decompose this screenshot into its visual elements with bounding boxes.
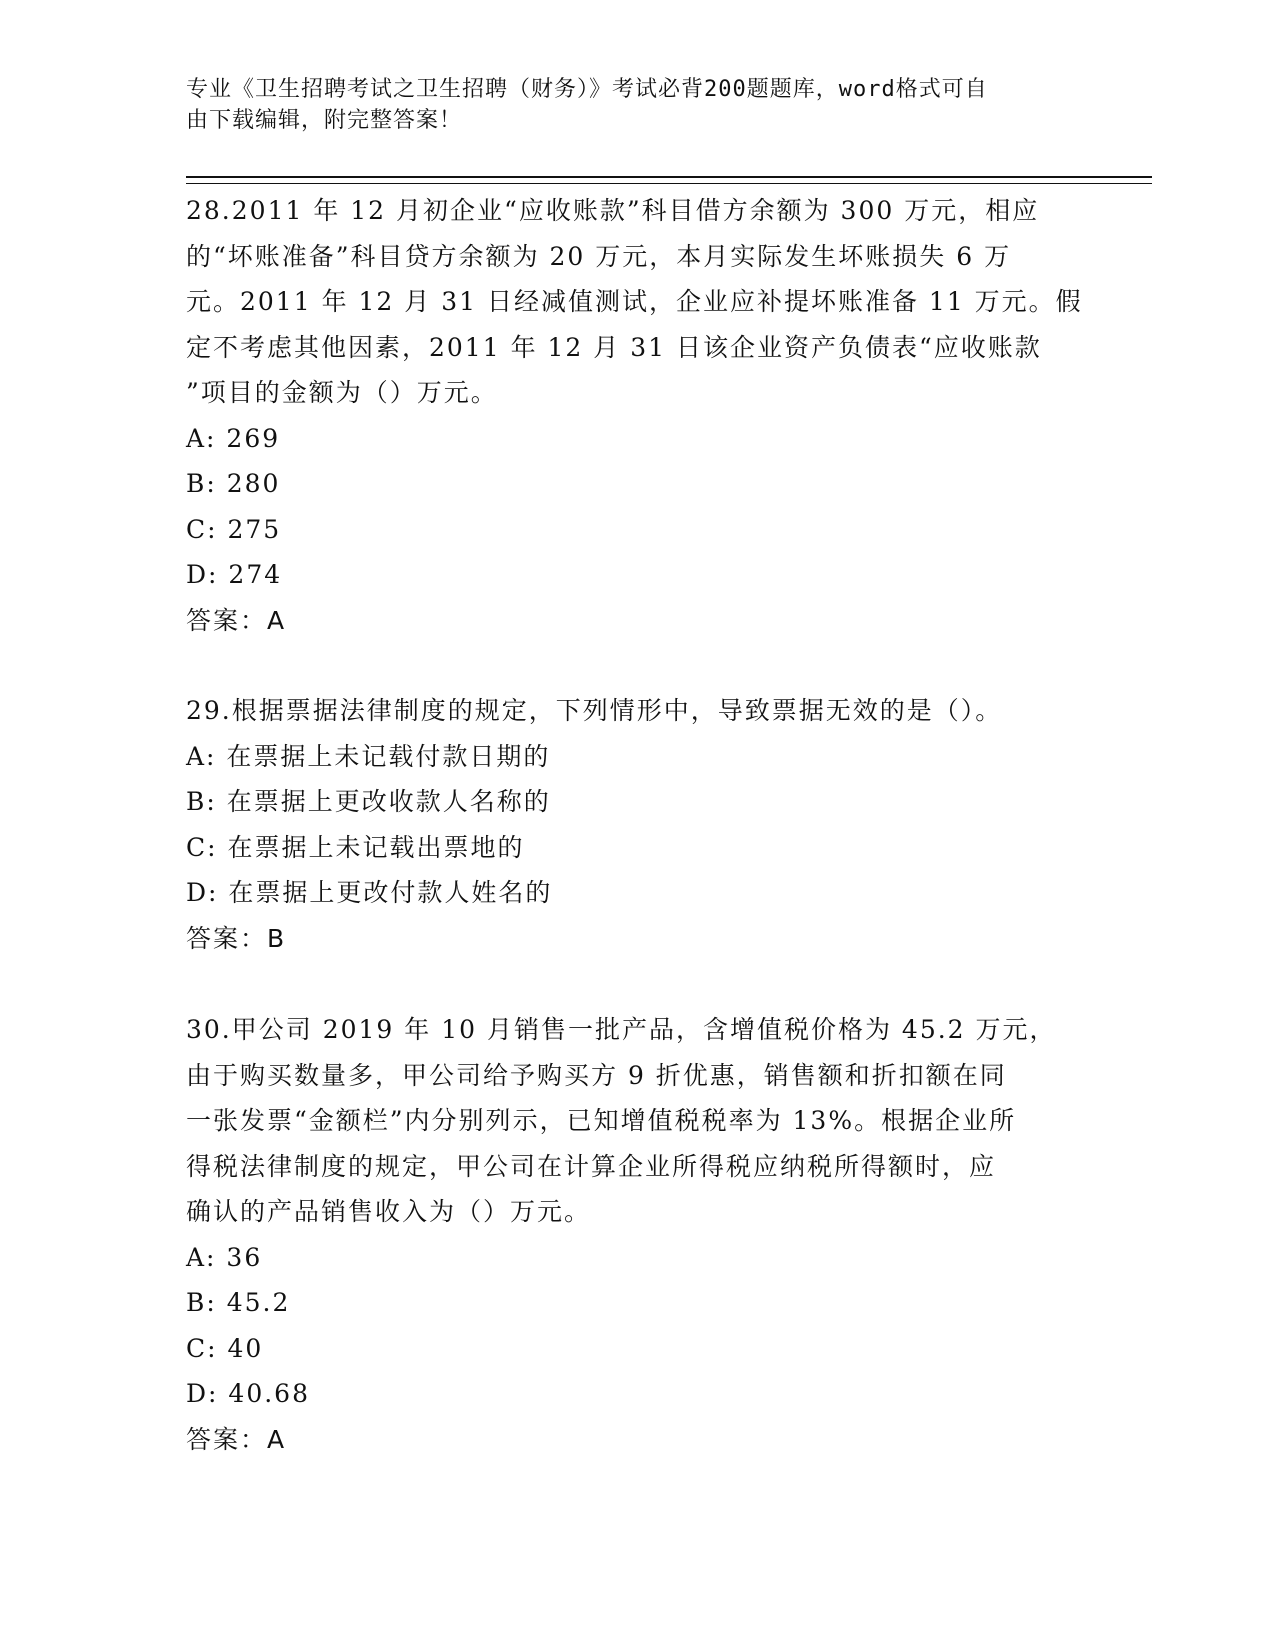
question-30-option-d: D: 40.68 (186, 1379, 310, 1408)
question-30-answer: 答案：A (186, 1424, 287, 1454)
question-30-line-2: 由于购买数量多，甲公司给予购买方 9 折优惠，销售额和折扣额在同 (186, 1060, 1007, 1090)
question-30 (186, 1007, 1086, 1462)
question-29-option-b: B: 在票据上更改收款人名称的 (186, 787, 551, 816)
question-30-option-c: C: 40 (186, 1333, 264, 1363)
question-28-line-2: 的“坏账准备”科目贷方余额为 20 万元，本月实际发生坏账损失 6 万 (186, 241, 1012, 271)
question-29-option-a: A: 在票据上未记载付款日期的 (186, 741, 551, 771)
question-28-option-a: A: 269 (186, 423, 281, 453)
question-28-answer: 答案：A (186, 605, 287, 635)
question-28-option-b: B: 280 (186, 469, 281, 498)
question-28-option-c: C: 275 (186, 514, 282, 544)
header-rule-thick (186, 176, 1152, 178)
question-29-option-c: C: 在票据上未记载出票地的 (186, 832, 525, 862)
question-30-option-b: B: 45.2 (186, 1288, 291, 1317)
question-28-line-4: 定不考虑其他因素，2011 年 12 月 31 日该企业资产负债表“应收账款 (186, 332, 1042, 362)
question-28-line-1: 28.2011 年 12 月初企业“应收账款”科目借方余额为 300 万元，相应 (186, 196, 1040, 225)
question-28-line-3: 元。2011 年 12 月 31 日经减值测试，企业应补提坏账准备 11 万元。假 (186, 287, 1083, 316)
header-line-2: 由下载编辑，附完整答案！ (186, 108, 463, 133)
question-28 (186, 188, 1086, 643)
question-30-option-a: A: 36 (186, 1242, 263, 1272)
header-rule-thin (186, 183, 1152, 184)
question-28-line-5: ”项目的金额为（）万元。 (186, 378, 498, 407)
document-header (186, 74, 1066, 136)
question-30-line-1: 30.甲公司 2019 年 10 月销售一批产品，含增值税价格为 45.2 万元， (186, 1015, 1057, 1044)
question-30-line-3: 一张发票“金额栏”内分别列示，已知增值税税率为 13%。根据企业所 (186, 1106, 1017, 1135)
question-30-line-5: 确认的产品销售收入为（）万元。 (186, 1197, 592, 1226)
question-29 (186, 688, 1086, 961)
question-29-answer: 答案：B (186, 923, 287, 953)
question-29-line-1: 29.根据票据法律制度的规定，下列情形中，导致票据无效的是（）。 (186, 696, 1003, 725)
question-30-line-4: 得税法律制度的规定，甲公司在计算企业所得税应纳税所得额时，应 (186, 1151, 997, 1181)
header-line-1: 专业《卫生招聘考试之卫生招聘（财务）》考试必背200题题库，word格式可自 (186, 77, 988, 102)
question-28-option-d: D: 274 (186, 560, 283, 589)
question-29-option-d: D: 在票据上更改付款人姓名的 (186, 878, 553, 907)
